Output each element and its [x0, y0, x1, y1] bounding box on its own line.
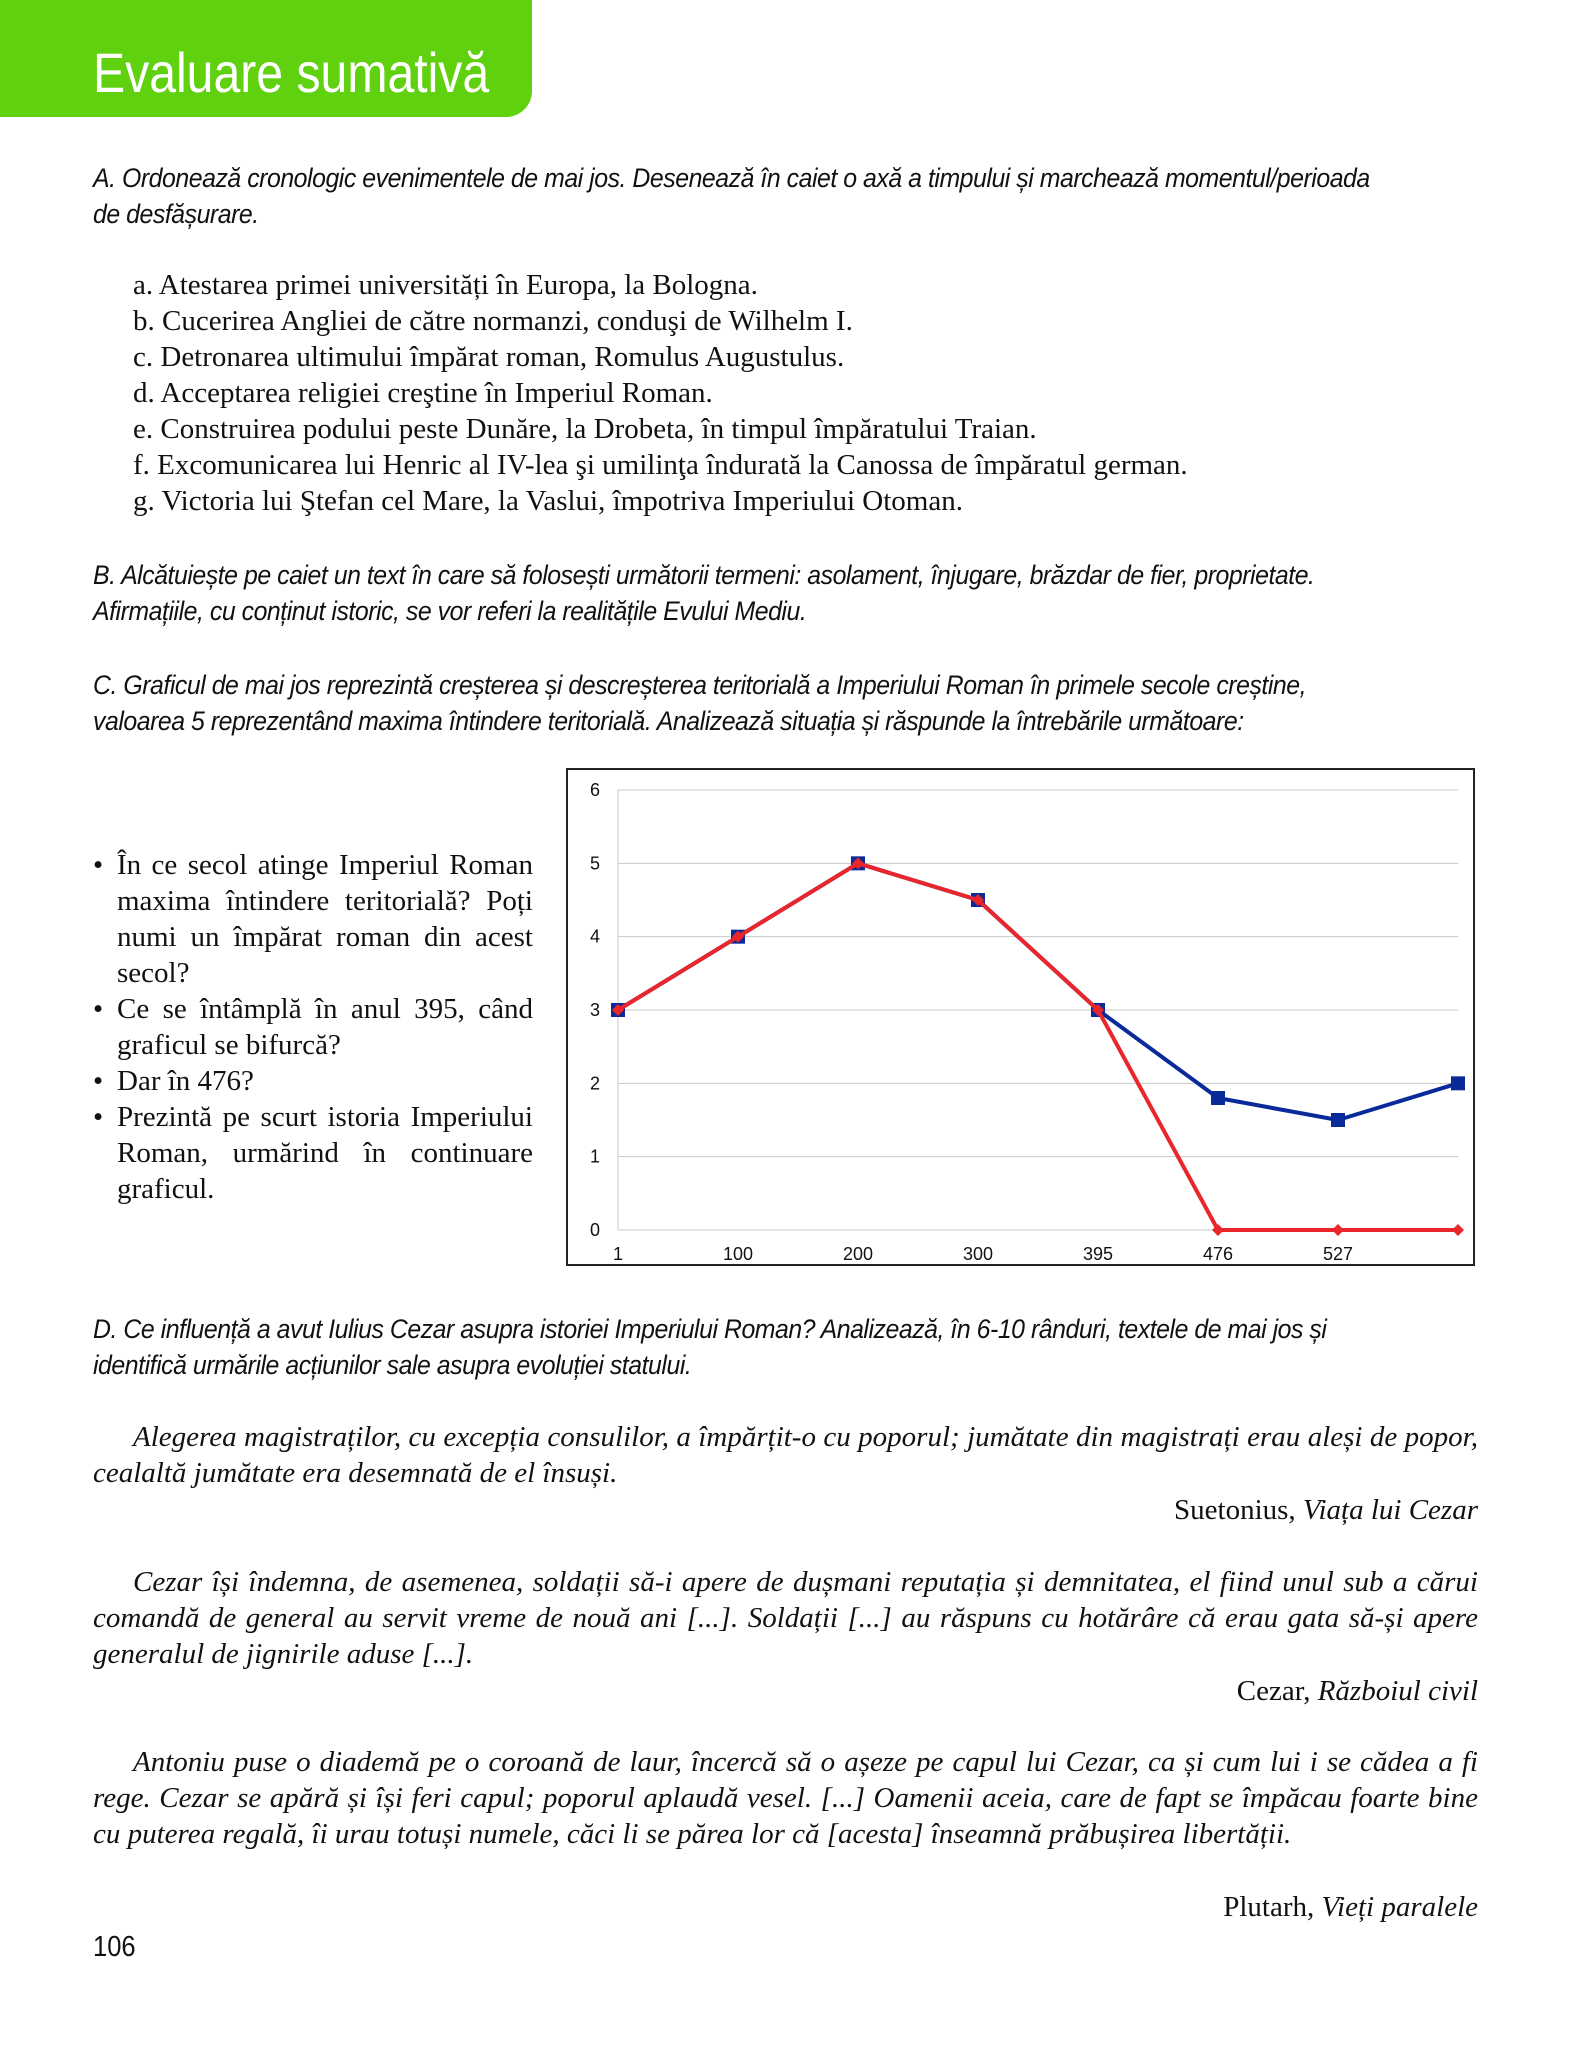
x-tick-label: 476: [1202, 1244, 1234, 1264]
data-point-diamond: [1332, 1224, 1344, 1236]
data-point-square: [1331, 1113, 1345, 1127]
quote-source: [1237, 1673, 1478, 1709]
list-item: a. Atestarea primei universități în Europa, la Bologna.: [133, 269, 758, 301]
source-work: Vieți paralele: [1321, 1891, 1478, 1923]
quote-cezar: Cezar își îndemna, de asemenea, soldații să-i apere de dușmani reputația și demnitatea, el fiind unul sub a cărui comandă de general au servit vreme de nouă ani [...]. Soldații [...] au răspuns cu hotărâre că erau gata să-și apere generalul de jignirile aduse [...].: [93, 1566, 1478, 1670]
quote-source: [1174, 1492, 1478, 1528]
page-title: Evaluare sumativă: [93, 41, 490, 104]
section-a-instruction: A. Ordonează cronologic evenimentele de mai jos. Desenează în caiet o axă a timpului și marchează momentul/perioada de desfășurare.: [93, 163, 1370, 229]
events-list: [133, 267, 1188, 519]
quote-suetonius: Alegerea magistraților, cu excepția consulilor, a împărțit-o cu poporul; jumătate din magistrați erau aleși de popor, cealaltă jumătate era desemnată de el însuși.: [93, 1421, 1478, 1489]
x-tick-label: 1: [612, 1244, 624, 1264]
header-banner: [0, 0, 532, 117]
question-item: • Dar în 476?: [93, 1063, 533, 1099]
x-tick-label: 395: [1082, 1244, 1114, 1264]
quote-source: [1223, 1889, 1478, 1925]
y-tick-label: 0: [589, 1220, 600, 1240]
page-number: 106: [93, 1931, 136, 1963]
y-tick-label: 4: [589, 926, 600, 947]
y-tick-label: 1: [589, 1146, 600, 1167]
territory-chart: [566, 768, 1475, 1266]
series-line: [618, 863, 1458, 1120]
source-author: Cezar,: [1236, 1675, 1311, 1707]
question-item: • Ce se întâmplă în anul 395, când graficul se bifurcă?: [93, 991, 533, 1063]
section-b-instruction: B. Alcătuiește pe caiet un text în care să folosești următorii termeni: asolament, înjugare, brăzdar de fier, proprietate. Afirmațiile, cu conținut istoric, se vor referi la realitățile Evului Mediu.: [93, 560, 1315, 626]
series-line: [618, 863, 1458, 1230]
y-tick-label: 2: [589, 1073, 600, 1094]
source-work: Războiul civil: [1317, 1675, 1478, 1707]
source-author: Suetonius,: [1174, 1494, 1296, 1526]
list-item: c. Detronarea ultimului împărat roman, Romulus Augustulus.: [133, 341, 845, 373]
section-d-instruction: D. Ce influență a avut Iulius Cezar asupra istoriei Imperiului Roman? Analizează, în 6-10 rânduri, textele de mai jos și identifică urmările acțiunilor sale asupra evoluției statului.: [93, 1314, 1327, 1380]
x-tick-label: 200: [842, 1244, 874, 1264]
data-point-square: [1211, 1091, 1225, 1105]
source-author: Plutarh,: [1223, 1891, 1315, 1923]
question-item: • În ce secol atinge Imperiul Roman maxima întindere teritorială? Poți numi un împărat roman din acest secol?: [93, 847, 533, 991]
data-point-square: [1451, 1076, 1465, 1090]
x-tick-label: 100: [722, 1244, 754, 1264]
y-tick-label: 5: [589, 853, 600, 874]
data-point-diamond: [1452, 1224, 1464, 1236]
list-item: b. Cucerirea Angliei de către normanzi, conduşi de Wilhelm I.: [133, 305, 853, 337]
list-item: d. Acceptarea religiei creştine în Imperiul Roman.: [133, 377, 713, 409]
question-item: • Prezintă pe scurt istoria Imperiului Roman, urmărind în continuare graficul.: [93, 1099, 533, 1207]
x-tick-label: 300: [962, 1244, 994, 1264]
chart-questions: [93, 847, 533, 1207]
quote-plutarh: Antoniu puse o diademă pe o coroană de laur, încercă să o așeze pe capul lui Cezar, ca și cum lui i se cădea a fi rege. Cezar se apără și își feri capul; poporul aplaudă vesel. [...] Oamenii aceia, care de fapt se împăcau foarte bine cu puterea regală, îi urau totuși numele, căci li se părea lor că [acesta] înseamnă prăbușirea libertății.: [93, 1746, 1478, 1850]
list-item: f. Excomunicarea lui Henric al IV-lea şi umilinţa îndurată la Canossa de împăratul german.: [133, 449, 1188, 481]
chart-svg: [568, 770, 1473, 1264]
list-item: g. Victoria lui Ştefan cel Mare, la Vaslui, împotriva Imperiului Otoman.: [133, 485, 963, 517]
y-tick-label: 6: [589, 780, 600, 800]
y-tick-label: 3: [589, 1000, 600, 1020]
list-item: e. Construirea podului peste Dunăre, la Drobeta, în timpul împăratului Traian.: [133, 413, 1037, 445]
source-work: Viața lui Cezar: [1302, 1494, 1478, 1526]
x-tick-label: 527: [1322, 1244, 1354, 1264]
section-c-instruction: C. Graficul de mai jos reprezintă creșterea și descreșterea teritorială a Imperiului Roman în primele secole creștine, valoarea 5 reprezentând maxima întindere teritorială. Analizează situația și răspunde la întrebările următoare:: [93, 670, 1307, 736]
